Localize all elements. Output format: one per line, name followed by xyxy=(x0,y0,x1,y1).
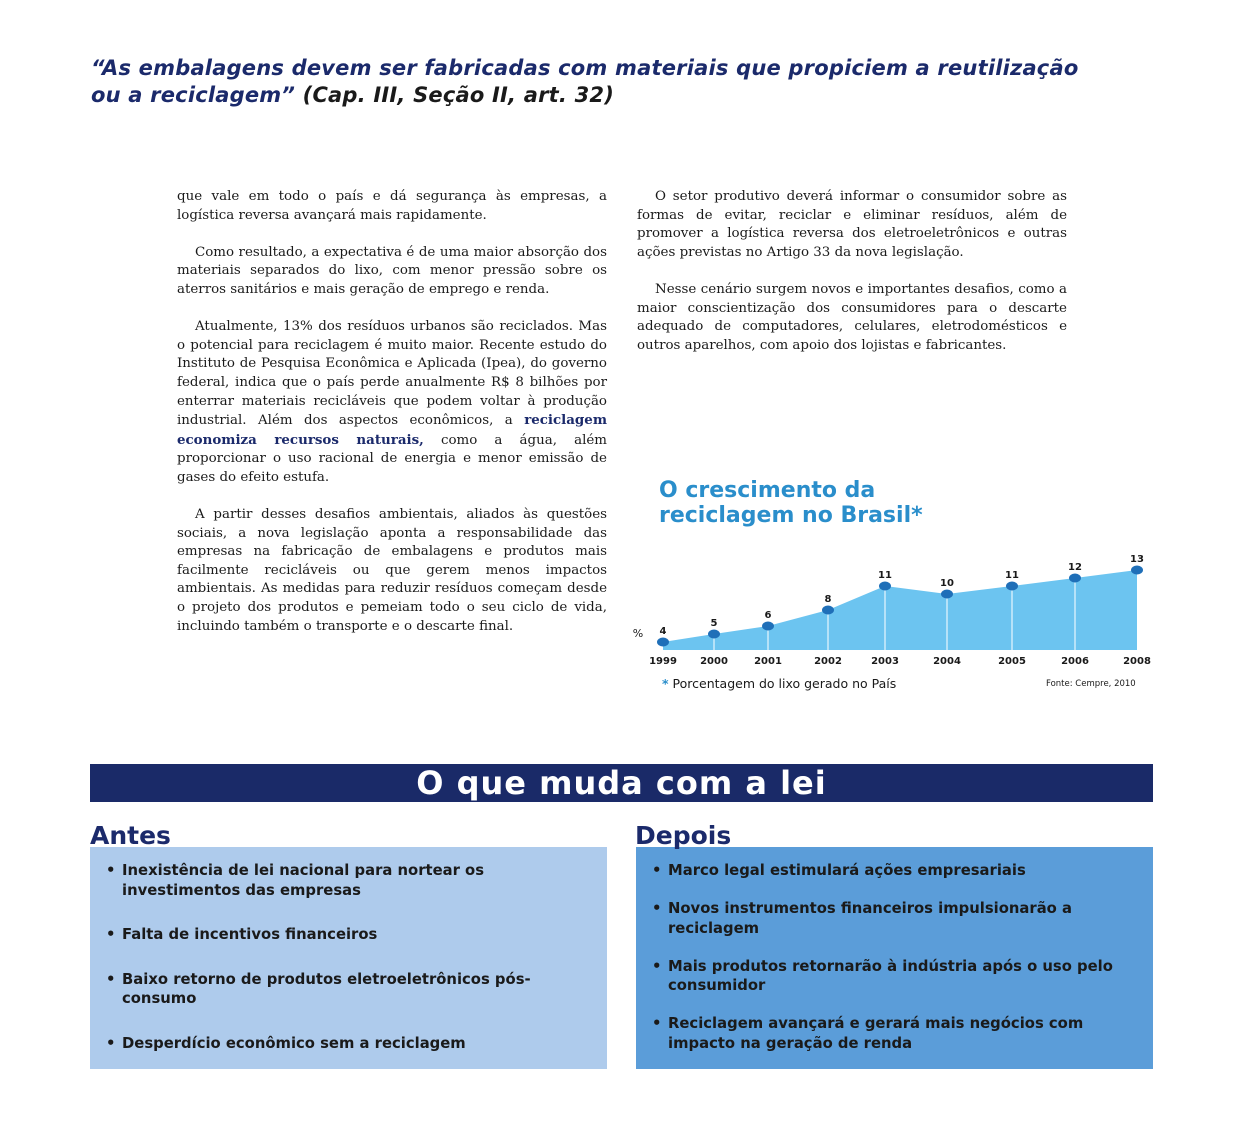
x-tick-label: 2001 xyxy=(754,656,782,667)
list-item: • Falta de incentivos financeiros xyxy=(106,925,587,945)
quote xyxy=(91,55,1091,109)
antes-heading: Antes xyxy=(90,821,171,850)
data-point xyxy=(941,590,953,599)
data-point xyxy=(1131,566,1143,575)
data-label: 10 xyxy=(940,578,954,589)
paragraph: que vale em todo o país e dá segurança às empresas, a logística reversa avançará mais rapidamente. xyxy=(177,189,607,223)
footnote-text: Porcentagem do lixo gerado no País xyxy=(672,676,897,691)
paragraph xyxy=(177,318,607,487)
x-tick-label: 2000 xyxy=(700,656,728,667)
quote-reference: (Cap. III, Seção II, art. 32) xyxy=(302,83,614,107)
quote-text: “As embalagens devem ser fabricadas com materiais que propiciem a reutilização ou a reciclagem” xyxy=(91,56,1079,107)
data-label: 5 xyxy=(710,618,718,629)
chart-title-line: reciclagem no Brasil* xyxy=(659,503,923,528)
antes-panel xyxy=(90,847,607,1069)
highlighted-text: reciclagem economiza recursos naturais, xyxy=(177,412,607,448)
chart-footnote xyxy=(662,676,896,691)
paragraph-text: Atualmente, 13% dos resíduos urbanos são reciclados. Mas o potencial para reciclagem é muito maior. Recente estudo do Instituto de Pesquisa Econômica e Aplicada (Ipea), do governo federal, indica que o país perde anualmente R$ 8 bilhões por enterrar materiais recicláveis que podem voltar à produção industrial. Além dos aspectos econômicos, a xyxy=(177,319,607,429)
paragraph: A partir desses desafios ambientais, aliados às questões sociais, a nova legislação aponta a responsabilidade das empresas na fabricação de embalagens e produtos mais facilmente recicláveis ou que gerem menos impactos ambientais. As medidas para reduzir resíduos começam desde o projeto dos produtos e pemeiam todo o seu ciclo de vida, incluindo também o transporte e o descarte final. xyxy=(177,507,607,634)
footnote-marker: * xyxy=(662,676,669,691)
recycling-growth-chart xyxy=(625,535,1155,670)
data-point xyxy=(879,582,891,591)
chart-source: Fonte: Cempre, 2010 xyxy=(1046,679,1136,689)
x-tick-label: 1999 xyxy=(649,656,677,667)
x-tick-label: 2006 xyxy=(1061,656,1089,667)
article-column-right xyxy=(637,188,1067,374)
y-axis-label: % xyxy=(632,627,644,640)
list-item: • Mais produtos retornarão à indústria após o uso pelo consumidor xyxy=(652,957,1133,996)
data-label: 12 xyxy=(1068,562,1082,573)
chart-title xyxy=(659,478,1059,528)
x-tick-label: 2008 xyxy=(1123,656,1151,667)
x-tick-label: 2002 xyxy=(814,656,842,667)
data-label: 6 xyxy=(764,610,772,621)
x-tick-label: 2005 xyxy=(998,656,1026,667)
depois-heading: Depois xyxy=(635,821,732,850)
depois-list xyxy=(652,861,1133,1053)
paragraph: Como resultado, a expectativa é de uma maior absorção dos materiais separados do lixo, com menor pressão sobre os aterros sanitários e mais geração de emprego e renda. xyxy=(177,244,607,297)
list-item: • Marco legal estimulará ações empresariais xyxy=(652,861,1133,881)
data-point xyxy=(822,606,834,615)
list-item: • Inexistência de lei nacional para nortear os investimentos das empresas xyxy=(106,861,587,900)
data-point xyxy=(1069,574,1081,583)
comparison-banner: O que muda com a lei xyxy=(90,764,1153,802)
data-label: 11 xyxy=(878,570,892,581)
list-item: • Baixo retorno de produtos eletroeletrônicos pós-consumo xyxy=(106,970,587,1009)
series-area xyxy=(663,570,1137,650)
data-point xyxy=(762,622,774,631)
list-item: • Novos instrumentos financeiros impulsionarão a reciclagem xyxy=(652,899,1133,938)
data-point xyxy=(708,630,720,639)
data-label: 13 xyxy=(1130,554,1144,565)
paragraph: Nesse cenário surgem novos e importantes desafios, como a maior conscientização dos consumidores para o descarte adequado de computadores, celulares, eletrodomésticos e outros aparelhos, com apoio dos lojistas e fabricantes. xyxy=(637,281,1067,353)
list-item: • Reciclagem avançará e gerará mais negócios com impacto na geração de renda xyxy=(652,1014,1133,1053)
data-point xyxy=(657,638,669,647)
x-tick-label: 2004 xyxy=(933,656,961,667)
chart-title-line: O crescimento da xyxy=(659,478,876,503)
antes-list xyxy=(106,861,587,1053)
data-point xyxy=(1006,582,1018,591)
paragraph-text: como a água, além proporcionar o uso racional de energia e menor emissão de gases do efeito estufa. xyxy=(177,432,607,485)
data-label: 8 xyxy=(824,594,832,605)
x-tick-label: 2003 xyxy=(871,656,899,667)
paragraph: O setor produtivo deverá informar o consumidor sobre as formas de evitar, reciclar e eliminar resíduos, além de promover a logística reversa dos eletroeletrônicos e outras ações previstas no Artigo 33 da nova legislação. xyxy=(637,189,1067,260)
depois-panel xyxy=(636,847,1153,1069)
list-item: • Desperdício econômico sem a reciclagem xyxy=(106,1034,587,1054)
data-label: 11 xyxy=(1005,570,1019,581)
article-column-left xyxy=(177,188,607,655)
data-label: 4 xyxy=(659,626,667,637)
